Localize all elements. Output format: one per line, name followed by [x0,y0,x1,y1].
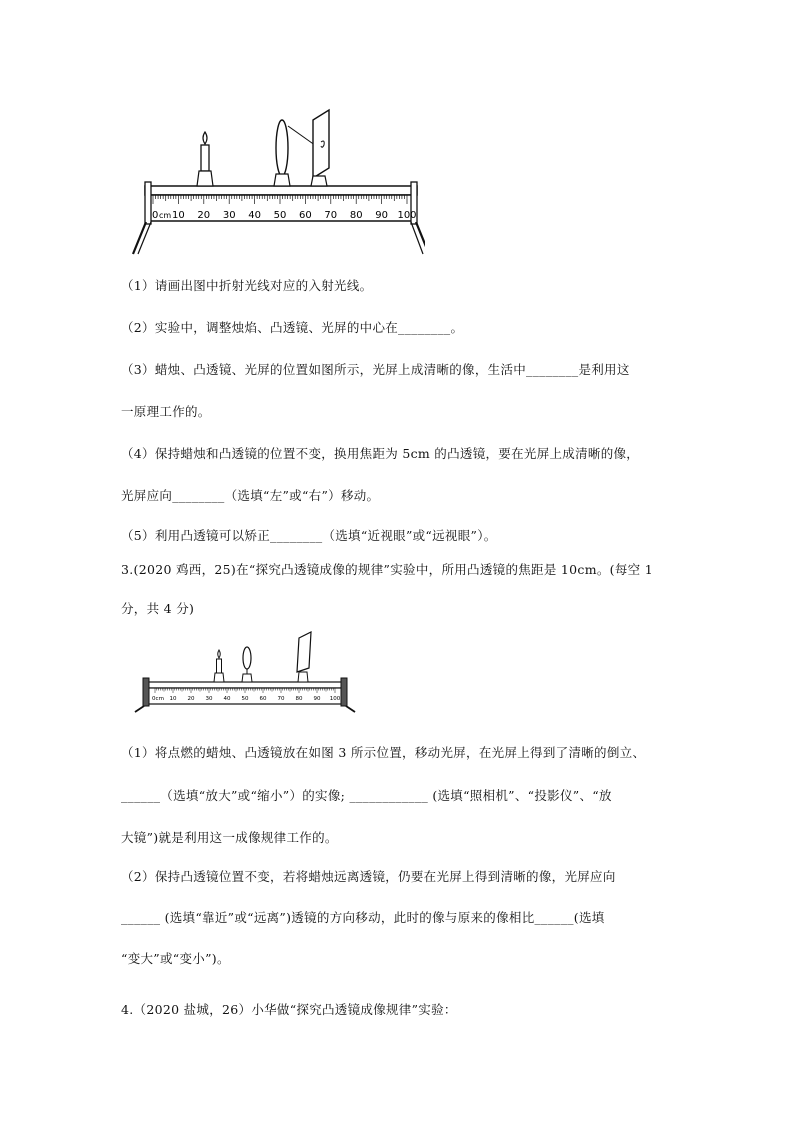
convex-lens [274,120,290,186]
ruler-tick-label: 30 [205,696,213,702]
q3-part-1-line-3: 大镜”)就是利用这一成像规律工作的。 [121,830,338,845]
q2-part-1: （1）请画出图中折射光线对应的入射光线。 [121,278,373,293]
candle-flame-icon [203,132,207,144]
ruler-tick-label: 20 [187,696,195,702]
ruler-tick-label: 50 [241,696,249,702]
ruler-tick-label: 50 [273,210,287,221]
q3-part-1-line-1: （1）将点燃的蜡烛、凸透镜放在如图 3 所示位置，移动光屏，在光屏上得到了清晰的倒立、 [121,745,646,760]
q2-part-3-line-2: 一原理工作的。 [121,404,211,419]
q2-part-4-line-1: （4）保持蜡烛和凸透镜的位置不变，换用焦距为 5cm 的凸透镜，要在光屏上成清晰的像， [121,446,640,461]
q2-part-2: （2）实验中，调整烛焰、凸透镜、光屏的中心在________。 [121,320,464,335]
q3-heading-line-2: 分，共 4 分) [121,601,195,616]
bench-rail [145,186,417,195]
q3-heading-line-1: 3.(2020 鸡西，25)在“探究凸透镜成像的规律”实验中，所用凸透镜的焦距是 10cm。(每空 1 [121,562,653,577]
ruler-tick-label: 0cm [152,696,164,702]
candle [197,132,213,186]
ruler-tick-label: 90 [375,210,388,221]
q3-part-2-line-2: ______ (选填“靠近”或“远离”)透镜的方向移动，此时的像与原来的像相比______(选填 [121,910,605,925]
ruler-tick-label: 70 [277,696,285,702]
ruler-tick-label: 80 [349,210,363,221]
convex-lens [242,647,252,682]
ruler-tick-label: 100 [329,696,341,702]
ruler-tick-label: 30 [222,210,236,221]
q4-heading: 4.（2020 盐城，26）小华做“探究凸透镜成像规律”实验： [121,1002,457,1017]
light-screen [297,632,311,682]
q3-part-2-line-3: “变大”或“变小”)。 [121,951,230,966]
light-screen [311,110,329,186]
ruler-tick-label: 80 [295,696,303,702]
ruler-tick-label: 20 [197,210,211,221]
ruler-unit-label: cm [159,211,172,220]
ruler-tick-label: 60 [299,210,312,221]
ruler-tick-label: 10 [172,210,185,221]
ruler-tick-label: 100 [397,210,417,221]
ruler-tick-label: 90 [313,696,321,702]
q3-part-1-line-2: ______（选填“放大”或“缩小”）的实像; ____________ (选填“照相机”、“投影仪”、“放 [121,788,612,803]
bench-rail [147,682,343,688]
candle [214,650,224,682]
ruler-tick-label: 60 [259,696,267,702]
q2-part-4-line-2: 光屏应向________（选填“左”或“右”）移动。 [121,488,380,503]
optical-bench-figure-3 [125,628,360,713]
ruler-tick-label: 10 [169,696,177,702]
ruler-tick-label: 40 [223,696,231,702]
ruler-tick-label: 70 [324,210,338,221]
optical-bench-figure-1 [125,108,425,258]
ruler-zero-label: 0 [152,210,159,221]
q3-part-2-line-1: （2）保持凸透镜位置不变，若将蜡烛远离透镜，仍要在光屏上得到清晰的像，光屏应向 [121,869,616,884]
ruler-tick-label: 40 [248,210,261,221]
q2-part-3-line-1: （3）蜡烛、凸透镜、光屏的位置如图所示，光屏上成清晰的像，生活中________是利用这 [121,362,630,377]
q2-part-5: （5）利用凸透镜可以矫正________（选填“近视眼”或“远视眼”）。 [121,528,497,543]
